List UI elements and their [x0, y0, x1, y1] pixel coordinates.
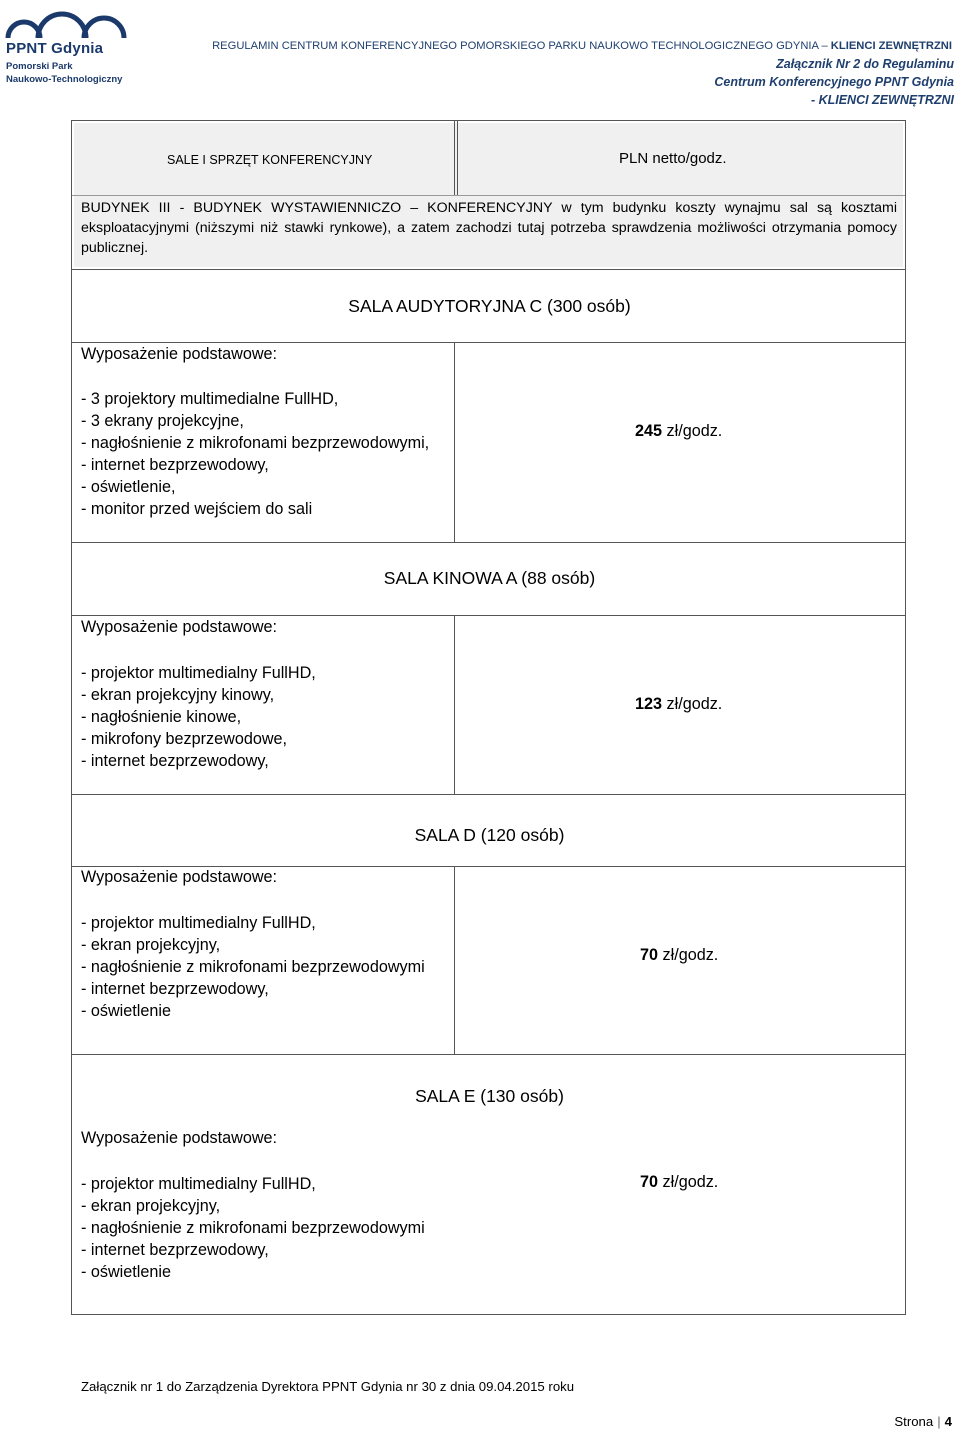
equipment-item: - oświetlenie, [81, 478, 176, 496]
room-price [635, 422, 722, 441]
equipment-item: - internet bezprzewodowy, [81, 1241, 269, 1259]
equipment-item: - 3 projektory multimedialne FullHD, [81, 390, 339, 408]
price-unit: zł/godz. [662, 422, 723, 440]
equipment-heading: Wyposażenie podstawowe: [81, 1129, 278, 1147]
equipment-item: - nagłośnienie z mikrofonami bezprzewodowymi, [81, 434, 430, 452]
equipment-item: - nagłośnienie kinowe, [81, 708, 242, 726]
price-unit: zł/godz. [658, 1173, 719, 1191]
equipment-item: - oświetlenie [81, 1263, 171, 1281]
footer-note: Załącznik nr 1 do Zarządzenia Dyrektora PPNT Gdynia nr 30 z dnia 09.04.2015 roku [81, 1379, 575, 1394]
room-title: SALA AUDYTORYJNA C (300 osób) [348, 296, 631, 316]
ppnt-logo [4, 4, 128, 88]
header-center-line: Centrum Konferencyjnego PPNT Gdynia [714, 75, 954, 89]
price-value: 70 [640, 946, 659, 964]
equipment-heading: Wyposażenie podstawowe: [81, 345, 278, 363]
equipment-item: - oświetlenie [81, 1002, 171, 1020]
equipment-heading: Wyposażenie podstawowe: [81, 868, 278, 886]
page-separator: | [937, 1414, 941, 1429]
price-value: 123 [635, 695, 663, 713]
equipment-item: - nagłośnienie z mikrofonami bezprzewodowymi [81, 958, 425, 976]
header-price-unit: PLN netto/godz. [619, 150, 727, 167]
equipment-item: - ekran projekcyjny, [81, 936, 221, 954]
room-price [635, 695, 722, 714]
logo-subtitle-1: Pomorski Park [6, 61, 73, 72]
room-title: SALA KINOWA A (88 osób) [383, 568, 596, 588]
equipment-list [81, 662, 316, 772]
equipment-item: - ekran projekcyjny, [81, 1197, 221, 1215]
equipment-item: - internet bezprzewodowy, [81, 980, 269, 998]
room-title: SALA E (130 osób) [415, 1086, 564, 1106]
header-rooms-equipment: SALE I SPRZĘT KONFERENCYJNY [167, 153, 373, 167]
equipment-list [81, 1173, 425, 1283]
equipment-item: - ekran projekcyjny kinowy, [81, 686, 275, 704]
equipment-list [81, 912, 425, 1022]
equipment-item: - projektor multimedialny FullHD, [81, 664, 316, 682]
logo-name: PPNT Gdynia [6, 40, 104, 57]
header-attachment-line: Załącznik Nr 2 do Regulaminu [776, 57, 954, 71]
room-price [640, 946, 718, 965]
room-price [640, 1173, 718, 1192]
logo-subtitle-2: Naukowo-Technologiczny [6, 74, 123, 85]
equipment-item: - internet bezprzewodowy, [81, 752, 269, 770]
price-unit: zł/godz. [658, 946, 719, 964]
header-clients-line: - KLIENCI ZEWNĘTRZNI [810, 93, 954, 107]
equipment-item: - monitor przed wejściem do sali [81, 500, 313, 518]
page-number [894, 1414, 952, 1429]
equipment-list [81, 388, 429, 520]
page-number-value: 4 [944, 1414, 952, 1429]
header-title-main: REGULAMIN CENTRUM KONFERENCYJNEGO POMORSKIEGO PARKU NAUKOWO TECHNOLOGICZNEGO GDYNIA – [212, 40, 831, 52]
document-header-title [212, 40, 952, 52]
equipment-item: - mikrofony bezprzewodowe, [81, 730, 288, 748]
room-title: SALA D (120 osób) [414, 825, 565, 845]
equipment-item: - projektor multimedialny FullHD, [81, 914, 316, 932]
price-unit: zł/godz. [662, 695, 723, 713]
equipment-item: - internet bezprzewodowy, [81, 456, 269, 474]
page-label: Strona [894, 1414, 934, 1429]
equipment-heading: Wyposażenie podstawowe: [81, 618, 278, 636]
equipment-item: - nagłośnienie z mikrofonami bezprzewodowymi [81, 1219, 425, 1237]
price-value: 245 [635, 422, 663, 440]
equipment-item: - 3 ekrany projekcyjne, [81, 412, 244, 430]
price-table [71, 120, 906, 1315]
equipment-item: - projektor multimedialny FullHD, [81, 1175, 316, 1193]
ppnt-arcs-icon [4, 4, 128, 40]
price-value: 70 [640, 1173, 659, 1191]
header-title-bold: KLIENCI ZEWNĘTRZNI [830, 40, 952, 52]
building-note: BUDYNEK III - BUDYNEK WYSTAWIENNICZO – KONFERENCYJNY w tym budynku koszty wynajmu sal są kosztami eksploatacyjnymi (niższymi niż stawki rynkowe), a zatem zachodzi tutaj potrzeba sprawdzenia możliwości otrzymania pomocy publicznej. [81, 200, 897, 256]
